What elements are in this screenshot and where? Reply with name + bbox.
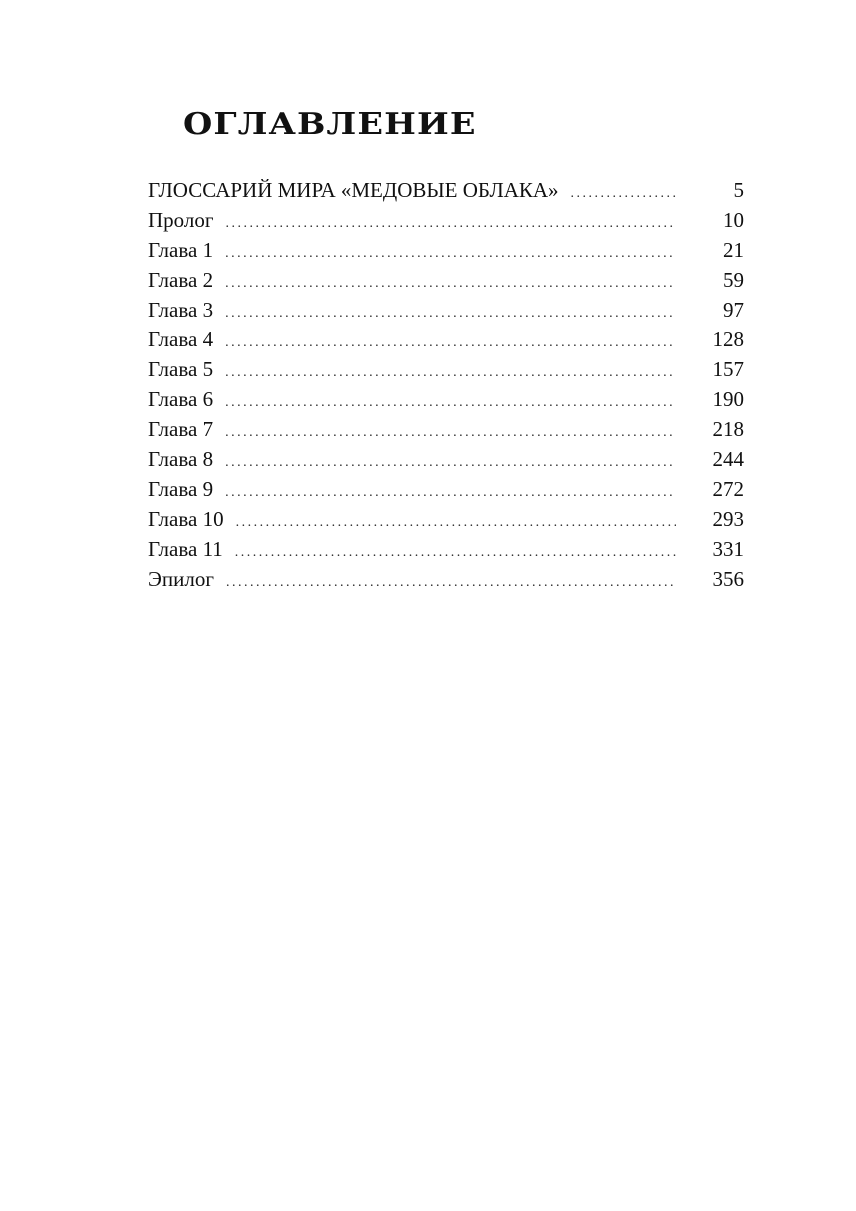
toc-entry-label: Глава 6	[148, 387, 214, 412]
toc-entry-chapter-10[interactable]	[148, 505, 744, 535]
toc-entry-page: 21	[723, 237, 744, 262]
toc-entry-chapter-6[interactable]	[148, 385, 744, 415]
dot-leader	[225, 269, 676, 299]
dot-leader	[225, 328, 676, 358]
toc-entry-label: Глава 3	[148, 297, 214, 322]
toc-entry-page: 97	[723, 297, 744, 322]
dot-leader	[235, 538, 676, 568]
dot-leader	[225, 418, 676, 448]
toc-entry-label: Глава 4	[148, 327, 214, 352]
toc-entry-label: Глава 11	[148, 536, 223, 561]
dot-leader	[236, 508, 676, 538]
toc-entry-label: Глава 5	[148, 357, 214, 382]
toc-entry-epilogue[interactable]	[148, 565, 744, 595]
toc-entry-label: Глава 1	[148, 237, 214, 262]
toc-entry-label: Пролог	[148, 207, 214, 232]
table-of-contents	[148, 176, 744, 594]
toc-entry-chapter-11[interactable]	[148, 535, 744, 565]
toc-entry-chapter-4[interactable]	[148, 325, 744, 355]
toc-entry-page: 293	[712, 506, 744, 531]
toc-entry-page: 272	[712, 476, 744, 501]
dot-leader	[226, 568, 676, 598]
toc-entry-page: 331	[712, 536, 744, 561]
toc-entry-label: Глава 10	[148, 506, 224, 531]
toc-entry-label: Глава 9	[148, 476, 214, 501]
toc-entry-label: Эпилог	[148, 566, 214, 591]
toc-entry-page: 128	[712, 327, 744, 352]
toc-entry-label: ГЛОССАРИЙ МИРА «МЕДОВЫЕ ОБЛАКА»	[148, 178, 559, 202]
dot-leader	[571, 179, 676, 209]
toc-entry-chapter-7[interactable]	[148, 415, 744, 445]
toc-entry-chapter-1[interactable]	[148, 236, 744, 266]
toc-entry-page: 10	[723, 207, 744, 232]
toc-entry-label: Глава 8	[148, 447, 214, 472]
toc-entry-page: 190	[712, 387, 744, 412]
dot-leader	[225, 388, 676, 418]
toc-entry-prologue[interactable]	[148, 206, 744, 236]
page-title: ОГЛАВЛЕНИЕ	[183, 107, 477, 142]
toc-entry-chapter-9[interactable]	[148, 475, 744, 505]
dot-leader	[225, 209, 676, 239]
dot-leader	[225, 478, 676, 508]
toc-entry-chapter-5[interactable]	[148, 355, 744, 385]
toc-entry-label: Глава 2	[148, 267, 214, 292]
toc-entry-chapter-3[interactable]	[148, 296, 744, 326]
toc-entry-label: Глава 7	[148, 417, 214, 442]
toc-entry-page: 59	[723, 267, 744, 292]
toc-entry-chapter-2[interactable]	[148, 266, 744, 296]
toc-entry-page: 218	[712, 417, 744, 442]
dot-leader	[225, 299, 676, 329]
toc-entry-page: 244	[712, 447, 744, 472]
toc-entry-glossary[interactable]	[148, 176, 744, 206]
dot-leader	[225, 358, 676, 388]
dot-leader	[225, 448, 676, 478]
toc-entry-chapter-8[interactable]	[148, 445, 744, 475]
toc-entry-page: 5	[733, 178, 744, 202]
toc-entry-page: 356	[712, 566, 744, 591]
dot-leader	[225, 239, 676, 269]
toc-entry-page: 157	[712, 357, 744, 382]
